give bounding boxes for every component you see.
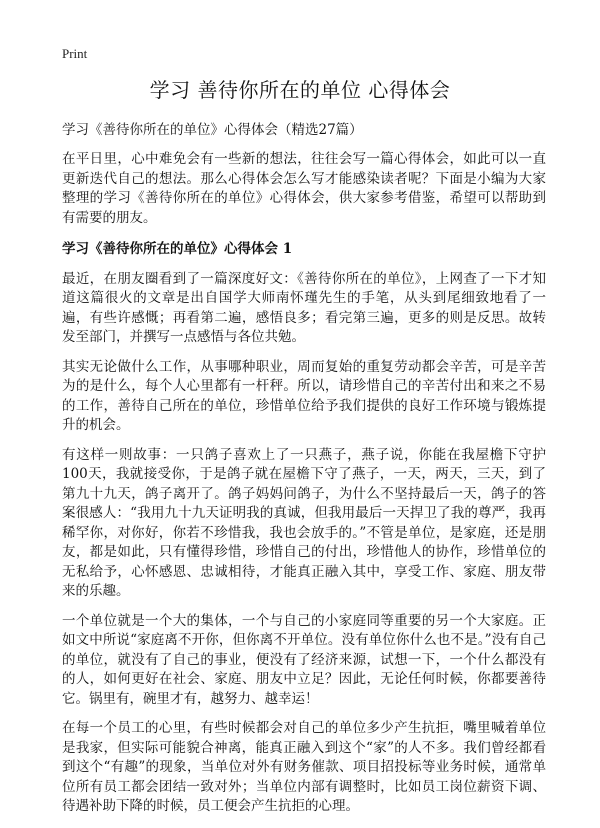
intro-paragraph: 在平日里，心中难免会有一些新的想法，往往会写一篇心得体会，如此可以一直更新迭代自己的想法。那么心得体会怎么写才能感染读者呢？下面是小编为大家整理的学习《善待你所在的单位》心得体会，供大家参考借鉴，希望可以帮助到有需要的朋友。: [62, 151, 546, 226]
body-paragraph-5: 在每一个员工的心里，有些时候都会对自己的单位多少产生抗拒，嘴里喊着单位是我家，但实际可能貌合神离，能真正融入到这个“家”的人不多。我们曾经都看到这个“有趣”的现象，当单位对外有财务催款、项目招投标等业务时候，通常单位所有员工都会团结一致对外；当单位内部有调整时，比如员工岗位薪资下调、待遇补助下降的时候，员工便会产生抗拒的心理。: [62, 720, 546, 814]
body-paragraph-1: 最近，在朋友圈看到了一篇深度好文：《善待你所在的单位》，上网查了一下才知道这篇很火的文章是出自国学大师南怀瑾先生的手笔，从头到尾细致地看了一遍，有些许感慨；再看第二遍，感悟良多；看完第三遍，更多的则是反思。故转发至部门，并撰写一点感悟与各位共勉。: [62, 270, 546, 345]
body-paragraph-4: 一个单位就是一个大的集体，一个与自己的小家庭同等重要的另一个大家庭。正如文中所说“家庭离不开你，但你离不开单位。没有单位你什么也不是。”没有自己的单位，就没有了自己的事业，便没有了经济来源，试想一下，一个什么都没有的人，如何更好在社会、家庭、朋友中立足？因此，无论任何时候，你都要善待它。锅里有，碗里才有，越努力、越幸运！: [62, 612, 546, 707]
document-subtitle: 学习《善待你所在的单位》心得体会（精选27篇）: [62, 122, 363, 138]
document-body: [62, 150, 546, 827]
page-title: 学习 善待你所在的单位 心得体会: [149, 78, 451, 102]
body-paragraph-2: 其实无论做什么工作，从事哪种职业，周而复始的重复劳动都会辛苦，可是辛苦为的是什么，每个人心里都有一杆秤。所以，请珍惜自己的辛苦付出和来之不易的工作，善待自己所在的单位，珍惜单位给予我们提供的良好工作环境与锻炼提升的机会。: [62, 358, 546, 433]
section-heading: 学习《善待你所在的单位》心得体会 1: [62, 241, 293, 257]
body-paragraph-3: 有这样一则故事：一只鸽子喜欢上了一只燕子，燕子说，你能在我屋檐下守护100天，我就接受你，于是鸽子就在屋檐下守了燕子，一天，两天，三天，到了第九十九天，鸽子离开了。鸽子妈妈问鸽子，为什么不坚持最后一天，鸽子的答案很感人：“我用九十九天证明我的真诚，但我用最后一天捍卫了我的尊严，我再稀罕你，对你好，你若不珍惜我，我也会放手的。”不管是单位，是家庭，还是朋友，都是如此，只有懂得珍惜，珍惜自己的付出，珍惜他人的协作，珍惜单位的无私给予，心怀感恩、忠诚相待，才能真正融入其中，享受工作、家庭、朋友带来的乐趣。: [62, 446, 546, 599]
print-label: Print: [62, 46, 88, 61]
